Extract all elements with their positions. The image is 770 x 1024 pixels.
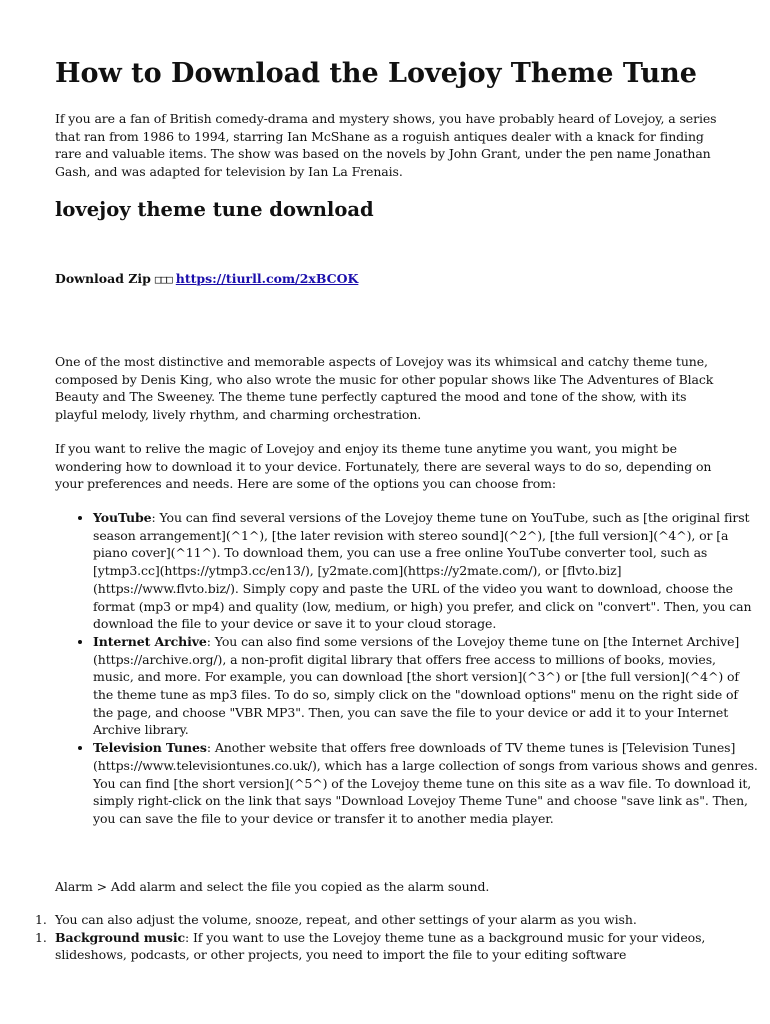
list-item bbox=[93, 633, 758, 739]
list-item bbox=[93, 739, 758, 828]
placeholder-glyphs: □□□ bbox=[154, 273, 172, 286]
list-item bbox=[35, 929, 720, 964]
option-name: Internet Archive bbox=[93, 633, 207, 649]
list-item bbox=[35, 911, 720, 929]
step-text: You can also adjust the volume, snooze, repeat, and other settings of your alarm as you wish. bbox=[55, 912, 637, 927]
step-bold: Background music bbox=[55, 929, 185, 945]
list-number: 1. bbox=[35, 912, 47, 927]
section-subheading: lovejoy theme tune download bbox=[55, 198, 374, 221]
list-item bbox=[93, 509, 758, 633]
download-label: Download Zip bbox=[55, 271, 151, 286]
theme-tune-paragraph: One of the most distinctive and memorable aspects of Lovejoy was its whimsical and catchy theme tune, composed by Denis King, who also wrote the music for other popular shows like The Adventures of Black Beauty and The Sweeney. The theme tune perfectly captured the mood and tone of the show, with its playful melody, lively rhythm, and charming orchestration. bbox=[55, 354, 714, 423]
alarm-line: Alarm > Add alarm and select the file you copied as the alarm sound. bbox=[55, 879, 490, 894]
intro-paragraph: If you are a fan of British comedy-drama and mystery shows, you have probably heard of Lovejoy, a series that ran from 1986 to 1994, starring Ian McShane as a roguish antiques dealer with a knack for finding rare and valuable items. The show was based on the novels by John Grant, under the pen name Jonathan Gash, and was adapted for television by Ian La Frenais. bbox=[55, 111, 717, 180]
step-text: : If you want to use the Lovejoy theme tune as a background music for your videos, slideshows, podcasts, or other projects, you need to import the file to your editing software bbox=[55, 929, 706, 963]
option-name: YouTube bbox=[93, 510, 152, 525]
option-text: : Another website that offers free downloads of TV theme tunes is [Television Tunes](https://www.televisiontunes.co.uk/), which has a large collection of songs from various shows and genres. You can find [the short version](^5^) of the Lovejoy theme tune on this site as a wav file. To download it, simply right-click on the link that says "Download Lovejoy Theme Tune" and choose "save link as". Then, you can save the file to your device or transfer it to another media player. bbox=[93, 740, 758, 826]
option-name: Television Tunes bbox=[93, 740, 207, 756]
download-link[interactable]: https://tiurll.com/2xBCOK bbox=[175, 271, 359, 286]
download-options-paragraph: If you want to relive the magic of Lovejoy and enjoy its theme tune anytime you want, you might be wondering how to download it to your device. Fortunately, there are several ways to do so, depending on your preferences and needs. Here are some of the options you can choose from: bbox=[55, 441, 712, 492]
list-number: 1. bbox=[35, 929, 47, 945]
option-text: : You can find several versions of the Lovejoy theme tune on YouTube, such as [the original first season arrangement](^1^), [the later revision with stereo sound](^2^), [the full version](^4^), or [a piano cover](^11^). To download them, you can use a free online YouTube converter tool, such as [ytmp3.cc](https://ytmp3.cc/en13/), [y2mate.com](https://y2mate.com/), or [flvto.biz](https://www.flvto.biz/). Simply copy and paste the URL of the video you want to download, choose the format (mp3 or mp4) and quality (low, medium, or high) you prefer, and click on "convert". Then, you can download the file to your device or save it to your cloud storage. bbox=[93, 510, 752, 632]
download-options-list bbox=[55, 509, 758, 828]
option-text: : You can also find some versions of the Lovejoy theme tune on [the Internet Archive](https://archive.org/), a non-profit digital library that offers free access to millions of books, movies, music, and more. For example, you can download [the short version](^3^) or [the full version](^4^) of the theme tune as mp3 files. To do so, simply click on the "download options" menu on the right side of the page, and choose "VBR MP3". Then, you can save the file to your device or add it to your Internet Archive library. bbox=[93, 633, 740, 738]
steps-list bbox=[35, 911, 720, 964]
download-line bbox=[55, 270, 358, 288]
article-title: How to Download the Lovejoy Theme Tune bbox=[55, 58, 697, 89]
